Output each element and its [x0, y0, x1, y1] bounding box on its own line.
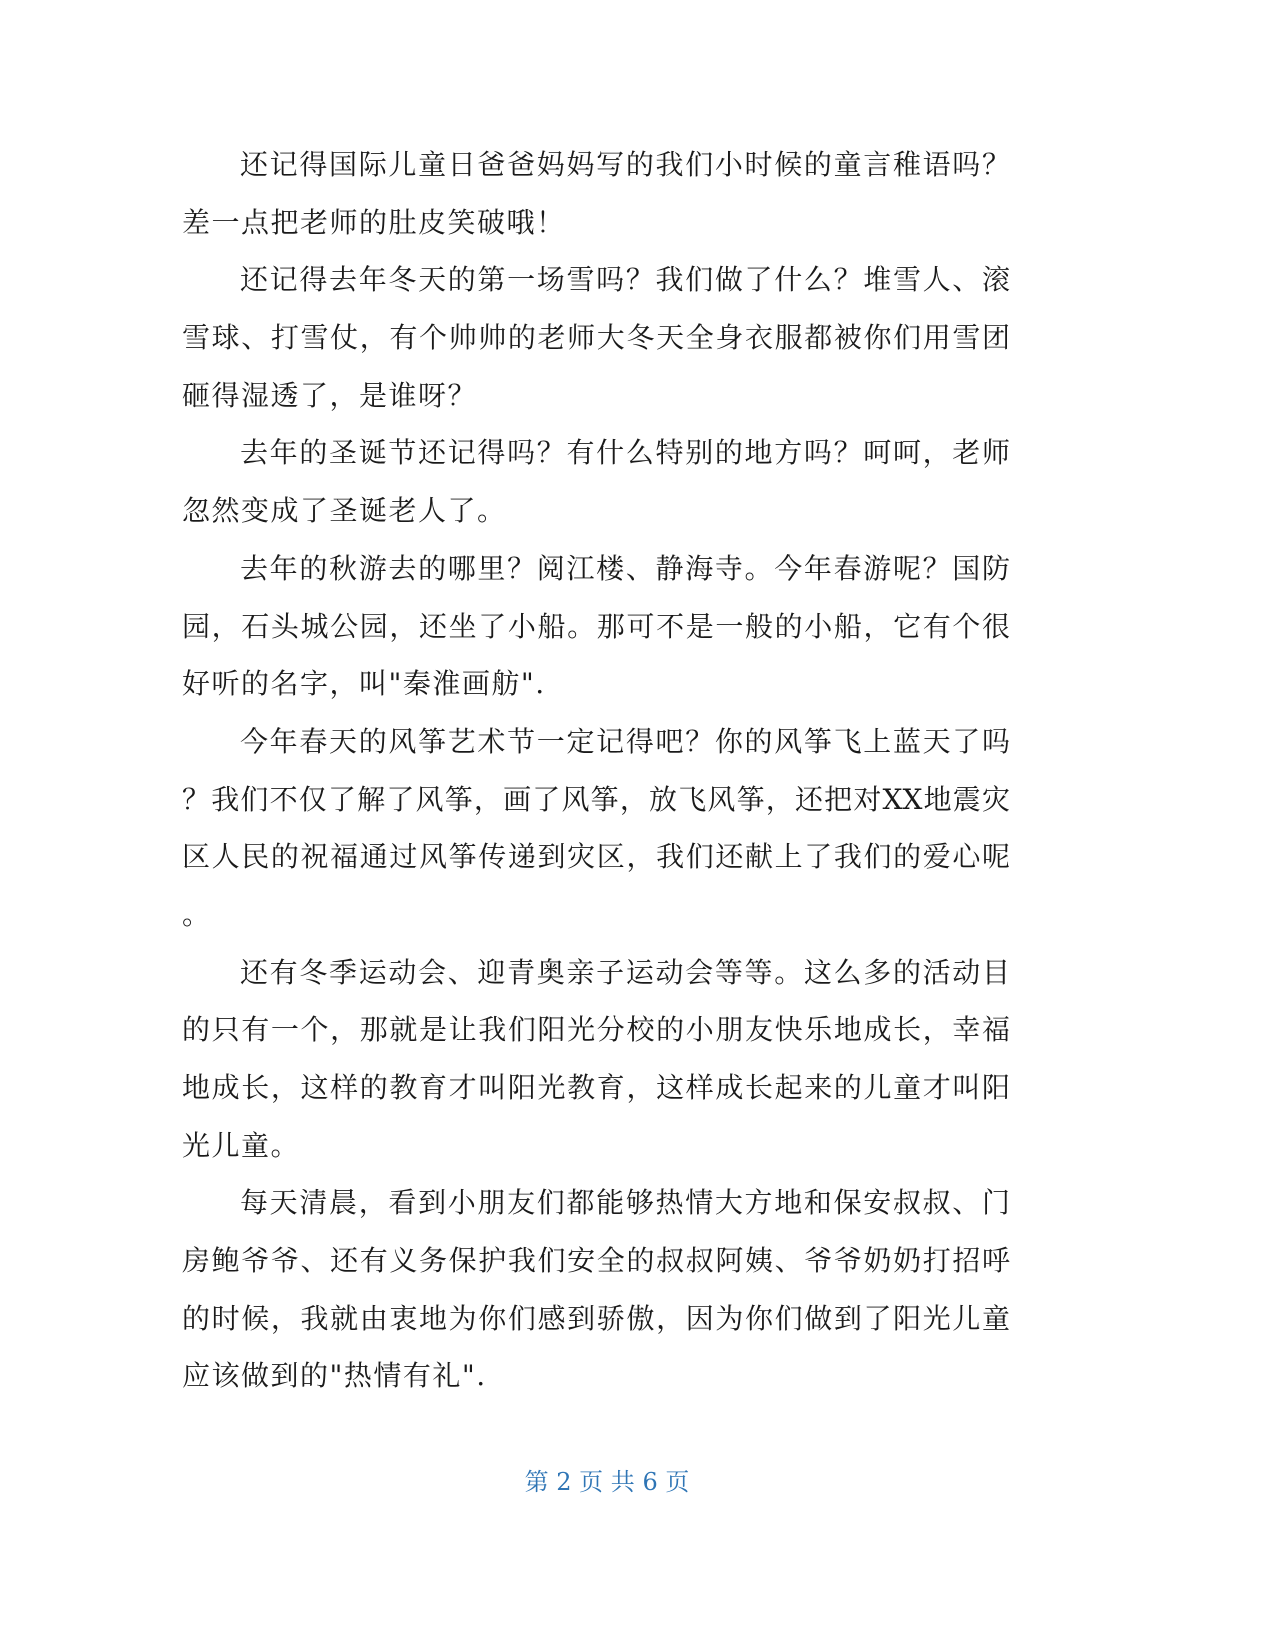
text-line: 去年的圣诞节还记得吗？有什么特别的地方吗？呵呵，老师 — [240, 436, 1010, 470]
page-number-footer: 第 2 页 共 6 页 — [524, 1468, 690, 1496]
paragraph-first-snow — [182, 251, 1010, 424]
text-line: 砸得湿透了，是谁呀？ — [182, 378, 478, 412]
text-line: 忽然变成了圣诞老人了。 — [182, 494, 507, 528]
text-line: 好听的名字，叫"秦淮画舫". — [182, 667, 546, 701]
text-line: 每天清晨，看到小朋友们都能够热情大方地和保安叔叔、门 — [240, 1186, 1010, 1220]
paragraph-christmas — [182, 424, 1010, 539]
paragraph-morning-greetings — [182, 1174, 1010, 1405]
text-line: 去年的秋游去的哪里？阅江楼、静海寺。今年春游呢？国防 — [240, 551, 1010, 585]
text-line: 。 — [182, 897, 212, 931]
text-line: 的只有一个，那就是让我们阳光分校的小朋友快乐地成长，幸福 — [182, 1013, 1010, 1047]
text-line: 的时候，我就由衷地为你们感到骄傲，因为你们做到了阳光儿童 — [182, 1301, 1010, 1335]
text-line: 区人民的祝福通过风筝传递到灾区，我们还献上了我们的爱心呢 — [182, 840, 1010, 874]
text-line: 应该做到的"热情有礼". — [182, 1359, 487, 1393]
paragraph-outings — [182, 540, 1010, 713]
text-line: 还记得去年冬天的第一场雪吗？我们做了什么？堆雪人、滚 — [240, 263, 1010, 297]
text-line: 房鲍爷爷、还有义务保护我们安全的叔叔阿姨、爷爷奶奶打招呼 — [182, 1244, 1010, 1278]
paragraph-kite-festival — [182, 713, 1010, 944]
text-line: 园，石头城公园，还坐了小船。那可不是一般的小船，它有个很 — [182, 609, 1010, 643]
text-line: 地成长，这样的教育才叫阳光教育，这样成长起来的儿童才叫阳 — [182, 1071, 1010, 1104]
text-line: 差一点把老师的肚皮笑破哦！ — [182, 205, 566, 239]
text-line: ？我们不仅了解了风筝，画了风筝，放飞风筝，还把对XX地震灾 — [182, 782, 1010, 816]
text-line: 今年春天的风筝艺术节一定记得吧？你的风筝飞上蓝天了吗 — [240, 724, 1010, 758]
text-line: 还有冬季运动会、迎青奥亲子运动会等等。这么多的活动目 — [240, 955, 1010, 989]
paragraph-children-day — [182, 136, 1010, 251]
document-body — [182, 136, 1010, 1405]
paragraph-sports-meets — [182, 944, 1010, 1175]
text-line: 还记得国际儿童日爸爸妈妈写的我们小时候的童言稚语吗？ — [240, 148, 1010, 181]
text-line: 雪球、打雪仗，有个帅帅的老师大冬天全身衣服都被你们用雪团 — [182, 321, 1010, 355]
text-line: 光儿童。 — [182, 1128, 301, 1162]
